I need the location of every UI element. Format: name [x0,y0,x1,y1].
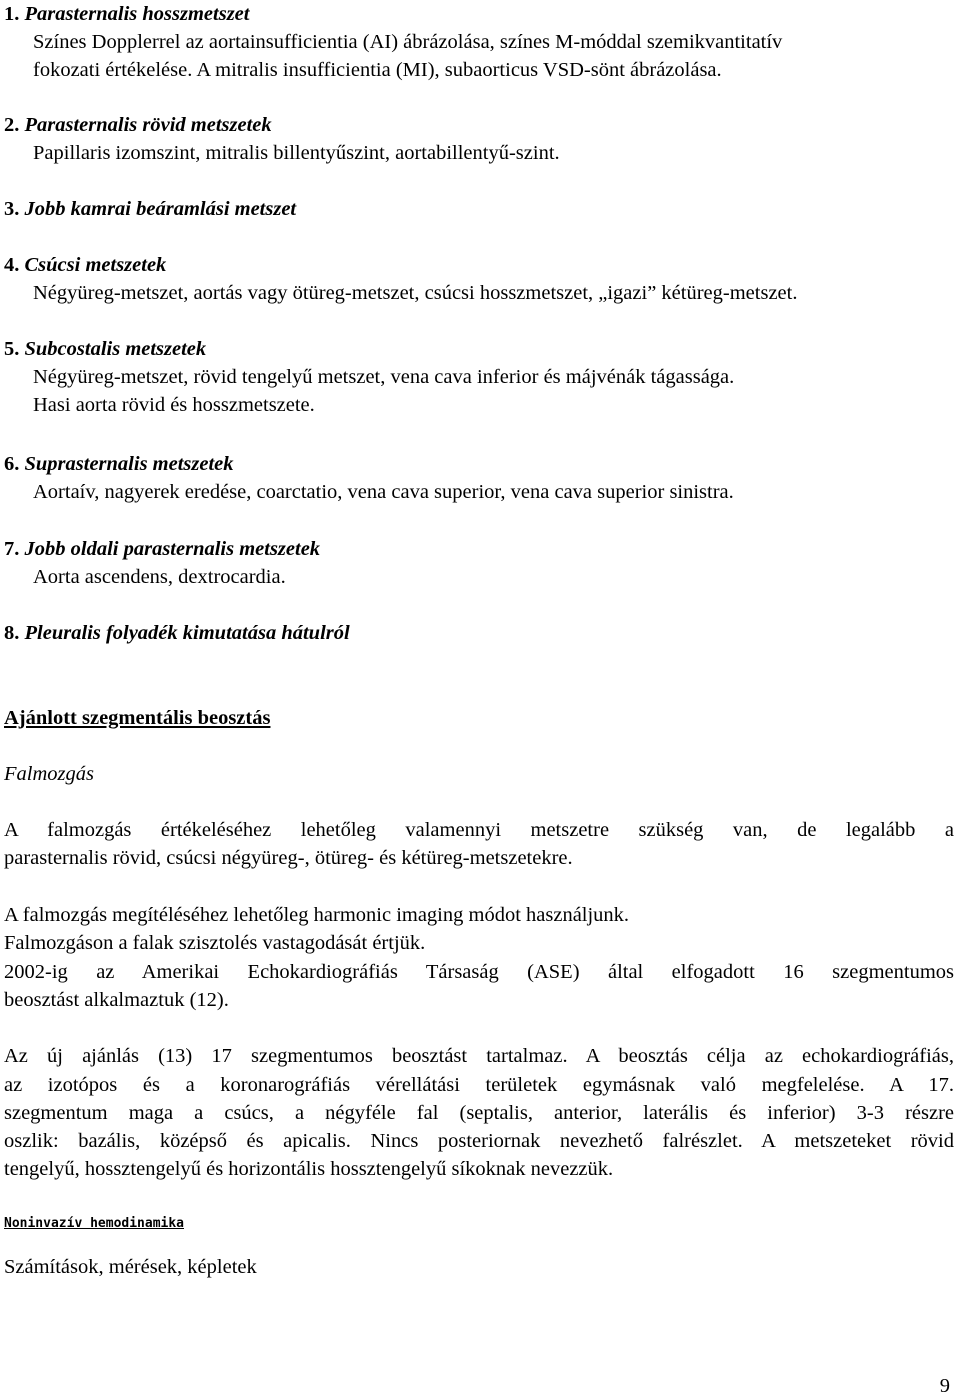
paragraph-3-line-5: tengelyű, hossztengelyű és horizontális hossztengelyű síkoknak nevezzük. [4,1158,614,1180]
section-heading: Ajánlott szegmentális beosztás [4,707,271,729]
view-4-heading: 4. Csúcsi metszetek [4,254,167,276]
view-5-text-2: Hasi aorta rövid és hosszmetszete. [33,394,315,416]
section-2-heading: Noninvazív hemodinamika [4,1216,185,1231]
view-6-text-1: Aortaív, nagyerek eredése, coarctatio, vena cava superior, vena cava superior sinistra. [33,481,734,503]
view-1-heading: 1. Parasternalis hosszmetszet [4,3,250,25]
paragraph-2-line-4: beosztást alkalmaztuk (12). [4,989,229,1011]
section-subheading: Falmozgás [4,763,94,785]
paragraph-2-line-2: Falmozgáson a falak szisztolés vastagodását értjük. [4,932,426,954]
view-6-heading: 6. Suprasternalis metszetek [4,453,234,475]
view-8-heading: 8. Pleuralis folyadék kimutatása hátulról [4,622,350,644]
view-1-text-1: Színes Dopplerrel az aortainsufficientia (AI) ábrázolása, színes M-móddal szemikvantitatív [33,31,783,53]
paragraph-3-line-3: szegmentum maga a csúcs, a négyféle fal (septalis, anterior, laterális és inferior) 3-3 részre [4,1102,954,1124]
view-7-heading: 7. Jobb oldali parasternalis metszetek [4,538,321,560]
view-7-text-1: Aorta ascendens, dextrocardia. [33,566,286,588]
paragraph-1-line-2: parasternalis rövid, csúcsi négyüreg-, ötüreg- és kétüreg-metszetekre. [4,847,573,869]
paragraph-3-line-1: Az új ajánlás (13) 17 szegmentumos beosztást tartalmaz. A beosztás célja az echokardiográfiás, [4,1045,954,1067]
section-2-subheading: Számítások, mérések, képletek [4,1256,257,1278]
view-2-heading: 2. Parasternalis rövid metszetek [4,114,272,136]
view-2-text-1: Papillaris izomszint, mitralis billentyűszint, aortabillentyű-szint. [33,142,560,164]
view-3-heading: 3. Jobb kamrai beáramlási metszet [4,198,297,220]
page-number: 9 [939,1375,950,1397]
view-5-text-1: Négyüreg-metszet, rövid tengelyű metszet, vena cava inferior és májvénák tágassága. [33,366,735,388]
paragraph-2-line-3: 2002-ig az Amerikai Echokardiográfiás Társaság (ASE) által elfogadott 16 szegmentumos [4,961,954,983]
view-5-heading: 5. Subcostalis metszetek [4,338,207,360]
paragraph-3-line-2: az izotópos és a koronarográfiás vérellátási területek egymásnak való megfelelése. A 17. [4,1074,954,1096]
paragraph-1-line-1: A falmozgás értékeléséhez lehetőleg valamennyi metszetre szükség van, de legalább a [4,819,954,841]
view-4-text-1: Négyüreg-metszet, aortás vagy ötüreg-metszet, csúcsi hosszmetszet, „igazi” kétüreg-metszet. [33,282,798,304]
paragraph-3-line-4: oszlik: bazális, középső és apicalis. Nincs posteriornak nevezhető falrészlet. A metszeteket rövid [4,1130,954,1152]
view-1-text-2: fokozati értékelése. A mitralis insufficientia (MI), subaorticus VSD-sönt ábrázolása. [33,59,722,81]
paragraph-2-line-1: A falmozgás megítéléséhez lehetőleg harmonic imaging módot használjunk. [4,904,630,926]
